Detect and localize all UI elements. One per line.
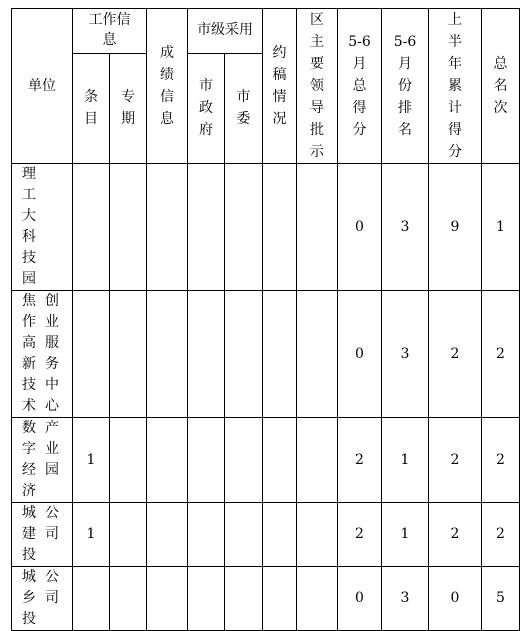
cell-may-jun-rank: 1 [382, 503, 429, 567]
cell-city-gov [188, 503, 225, 567]
cell-work-special [110, 503, 147, 567]
cell-may-jun-total: 2 [338, 503, 382, 567]
unit-cell: 城 乡 投 公 司 [12, 567, 73, 631]
header-half-year-total: 上 半 年 累 计 得 分 [429, 9, 482, 164]
cell-leader-approval [297, 503, 338, 567]
cell-may-jun-rank: 1 [382, 418, 429, 503]
cell-results-info [147, 291, 188, 418]
cell-work-items [73, 164, 110, 291]
cell-work-special [110, 164, 147, 291]
score-table [11, 8, 520, 631]
cell-city-gov [188, 291, 225, 418]
cell-overall-rank: 5 [482, 567, 520, 631]
cell-half-year-total: 2 [429, 291, 482, 418]
cell-work-items [73, 291, 110, 418]
cell-may-jun-total: 0 [338, 567, 382, 631]
cell-overall-rank: 2 [482, 291, 520, 418]
unit-cell: 数 字 经 济 产 业 园 [12, 418, 73, 503]
header-solicited: 约 稿 情 况 [263, 9, 297, 164]
header-leader-approval: 区 主 要 领 导 批 示 [297, 9, 338, 164]
cell-work-special [110, 291, 147, 418]
cell-work-items: 1 [73, 418, 110, 503]
cell-half-year-total: 9 [429, 164, 482, 291]
header-row-top [12, 9, 520, 54]
header-results-info: 成 绩 信 息 [147, 9, 188, 164]
cell-may-jun-total: 0 [338, 164, 382, 291]
header-work-special: 专 期 [110, 53, 147, 163]
cell-city-committee [225, 567, 263, 631]
cell-leader-approval [297, 291, 338, 418]
cell-solicited [263, 291, 297, 418]
unit-cell: 城 建 投 公 司 [12, 503, 73, 567]
unit-cell: 理 工 大 科 技 园 [12, 164, 73, 291]
unit-cell: 焦 作 高 新 技 术 创 业 服 务 中 心 [12, 291, 73, 418]
header-unit: 单位 [12, 9, 73, 164]
cell-solicited [263, 503, 297, 567]
header-city-adopt: 市级采用 [188, 9, 263, 54]
header-may-jun-rank: 5-6 月 份 排 名 [382, 9, 429, 164]
cell-work-special [110, 567, 147, 631]
cell-solicited [263, 418, 297, 503]
cell-may-jun-rank: 3 [382, 164, 429, 291]
cell-overall-rank: 2 [482, 418, 520, 503]
cell-may-jun-rank: 3 [382, 567, 429, 631]
cell-leader-approval [297, 567, 338, 631]
table-row [12, 164, 520, 291]
header-overall-rank: 总 名 次 [482, 9, 520, 164]
header-may-jun-total: 5-6 月 总 得 分 [338, 9, 382, 164]
header-city-committee: 市 委 [225, 53, 263, 163]
header-work-info: 工作信息 [73, 9, 147, 54]
cell-leader-approval [297, 164, 338, 291]
cell-solicited [263, 567, 297, 631]
cell-half-year-total: 0 [429, 567, 482, 631]
table-row [12, 503, 520, 567]
cell-overall-rank: 2 [482, 503, 520, 567]
cell-city-committee [225, 503, 263, 567]
cell-overall-rank: 1 [482, 164, 520, 291]
cell-city-gov [188, 567, 225, 631]
cell-half-year-total: 2 [429, 503, 482, 567]
cell-leader-approval [297, 418, 338, 503]
table-row [12, 418, 520, 503]
cell-city-committee [225, 291, 263, 418]
cell-work-items [73, 567, 110, 631]
cell-results-info [147, 418, 188, 503]
cell-work-items: 1 [73, 503, 110, 567]
cell-half-year-total: 2 [429, 418, 482, 503]
cell-results-info [147, 164, 188, 291]
cell-may-jun-rank: 3 [382, 291, 429, 418]
cell-may-jun-total: 0 [338, 291, 382, 418]
table-row [12, 291, 520, 418]
cell-work-special [110, 418, 147, 503]
cell-results-info [147, 503, 188, 567]
table-row [12, 567, 520, 631]
cell-solicited [263, 164, 297, 291]
cell-results-info [147, 567, 188, 631]
cell-city-committee [225, 164, 263, 291]
cell-city-gov [188, 418, 225, 503]
header-city-gov: 市 政 府 [188, 53, 225, 163]
cell-city-gov [188, 164, 225, 291]
cell-may-jun-total: 2 [338, 418, 382, 503]
header-work-items: 条 目 [73, 53, 110, 163]
cell-city-committee [225, 418, 263, 503]
